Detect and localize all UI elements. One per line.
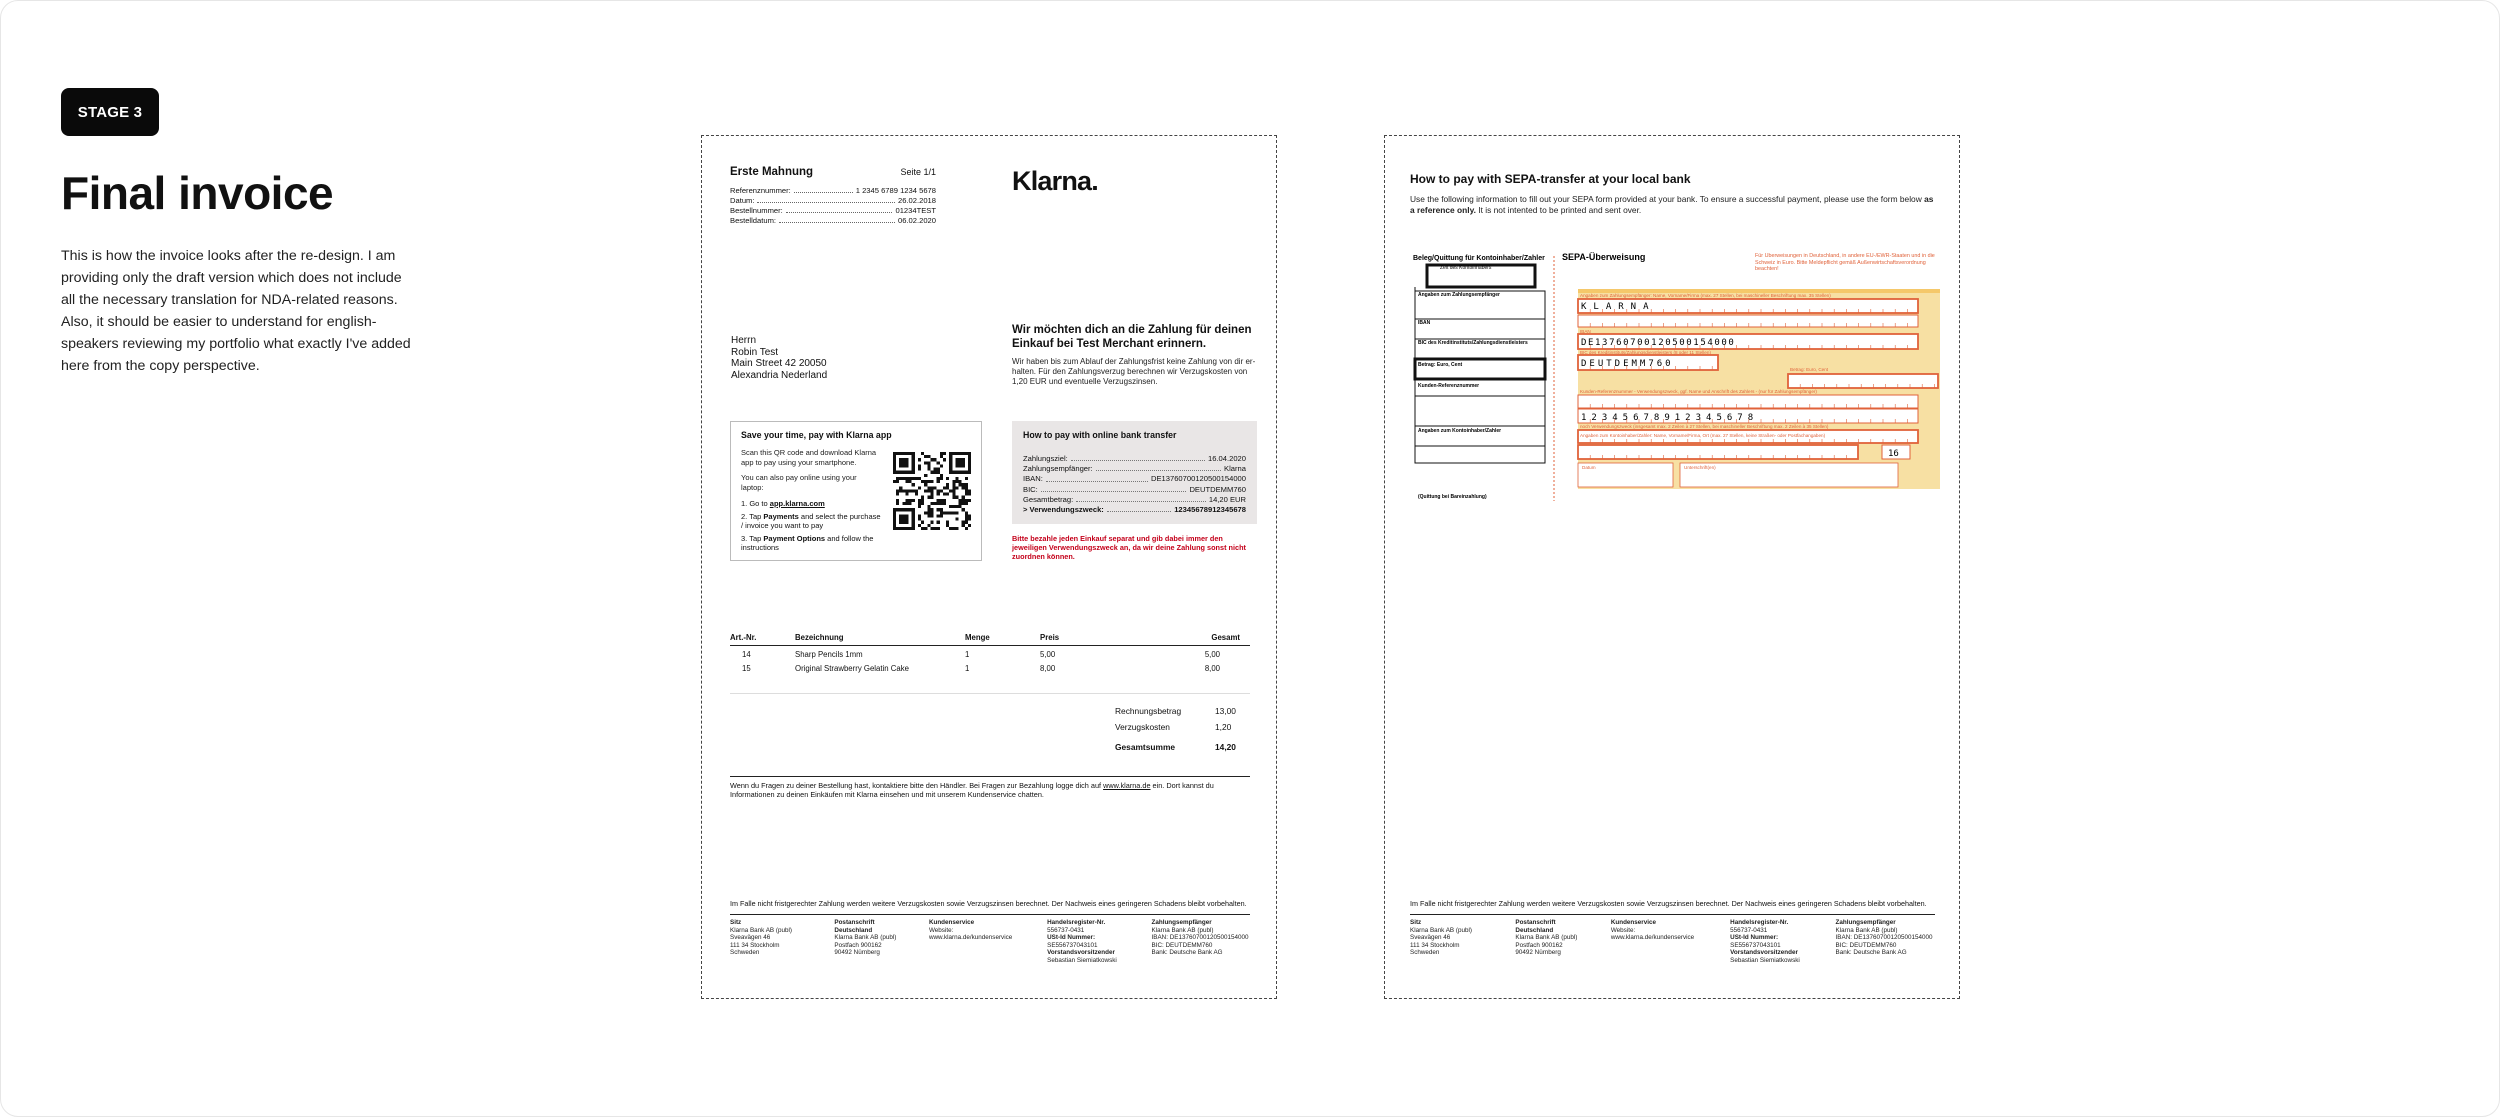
divider	[1410, 914, 1935, 915]
iban-value: DE13760700120500154000	[1581, 338, 1736, 348]
fine-print: Im Falle nicht fristgerechter Zahlung werden weitere Verzugskosten sowie Verzugszinsen berechnet. Der Nachweis eines geringeren Schadens bleibt vorbehalten.	[730, 899, 1247, 908]
bank-warning: Bitte bezahle jeden Einkauf separat und gib dabei immer den jeweiligen Verwendungszweck an, da wir deine Zahlung sonst nicht zuordnen können.	[1012, 534, 1246, 561]
invoice-heading: Erste Mahnung	[730, 166, 814, 178]
bank-row: Gesamtbetrag: 14,20 EUR	[1023, 494, 1246, 504]
app-scan-text: Scan this QR code and download Klarna app to pay using your smartphone.	[741, 448, 877, 467]
reminder-message	[1012, 323, 1257, 387]
app-step-3: 3. Tap Payment Options and follow the instructions	[741, 533, 874, 552]
reference-value: 12345678912345678	[1581, 413, 1759, 423]
klarna-app-box	[730, 421, 982, 561]
receipt-fields-frame	[1415, 291, 1545, 463]
stage-badge: STAGE 3	[61, 88, 159, 136]
bank-row: Zahlungsempfänger: Klarna	[1023, 464, 1246, 474]
app-laptop-text: You can also pay online using your laptop:	[741, 473, 857, 492]
bank-transfer-box	[1012, 421, 1257, 524]
table-row: 14 Sharp Pencils 1mm 1 5,00 5,00	[742, 650, 1220, 659]
fine-print: Im Falle nicht fristgerechter Zahlung werden weitere Verzugskosten sowie Verzugszinsen berechnet. Der Nachweis eines geringeren Schadens bleibt vorbehalten.	[1410, 899, 1927, 908]
svg-text:Angaben zum Zahlungsempfänger:: Angaben zum Zahlungsempfänger: Name, Vorname/Firma (max. 27 Stellen, bei maschineller Beschriftung max. 35 Stellen)	[1580, 293, 1831, 298]
footer-column: Postanschrift Deutschland Klarna Bank AB (publ) Postfach 900162 90492 Nürnberg	[834, 919, 897, 957]
sepa-form-title: SEPA-Überweisung	[1562, 252, 1646, 262]
receipt-field-label: IBAN	[1418, 320, 1431, 326]
klarna-site-link[interactable]: www.klarna.de	[1103, 781, 1151, 790]
reference-list	[730, 186, 936, 226]
invoice-page	[701, 135, 1277, 999]
footer-column: Kundenservice Website: www.klarna.de/kundenservice	[1610, 919, 1695, 942]
table-row: 15 Original Strawberry Gelatin Cake 1 8,00 8,00	[742, 664, 1220, 673]
receipt-field-label: BIC des Kreditinstituts/Zahlungsdienstleisters	[1418, 340, 1528, 346]
contact-text: Wenn du Fragen zu deiner Bestellung hast, kontaktiere bitte den Händler. Bei Fragen zur Bezahlung logge dich auf www.klarna.de ein. Dort kannst du Informationen zu deinen Einkäufen mit Klarna einsehen und mit unserem Kundenservice chatten.	[730, 781, 1214, 799]
divider	[730, 914, 1250, 915]
svg-text:KLARNA: KLARNA	[1581, 302, 1656, 312]
footer-column: Zahlungsempfänger Klarna Bank AB (publ) IBAN: DE13760700120500154000 BIC: DEUTDEMM760 Bank: Deutsche Bank AG	[1151, 919, 1249, 957]
receipt-field-label: Angaben zum Kontoinhaber/Zahler	[1418, 428, 1502, 434]
page-title: Final invoice	[61, 167, 334, 219]
table-header: Art.-Nr. Bezeichnung Menge Preis Gesamt	[730, 633, 1250, 646]
footer-column: Sitz Klarna Bank AB (publ) Sveavägen 46 111 34 Stockholm Schweden	[1410, 919, 1472, 957]
footer-column: Handelsregister-Nr. 556737-0431 USt-Id Nummer: SE556737043101 Vorstandsvorsitzender Sebastian Siemiatkowski	[1047, 919, 1117, 964]
bic-label: BIC des Kreditinstituts/Zahlungsdienstleisters (8 oder 11 Stellen)	[1580, 350, 1711, 355]
bic-value: DEUTDEMM760	[1581, 359, 1674, 369]
receipt-field-label: Betrag: Euro, Cent	[1418, 362, 1463, 368]
signature-label: Unterschrift(en)	[1684, 465, 1716, 470]
footer-column: Zahlungsempfänger Klarna Bank AB (publ) IBAN: DE13760700120500154000 BIC: DEUTDEMM760 Bank: Deutsche Bank AG	[1835, 919, 1933, 957]
sepa-page	[1384, 135, 1960, 999]
reminder-title: Wir möchten dich an die Zahlung für deinen Einkauf bei Test Merchant erinnern.	[1012, 324, 1252, 350]
bank-row: BIC: DEUTDEMM760	[1023, 484, 1246, 494]
iban-label: IBAN	[1580, 329, 1591, 334]
footer-column: Kundenservice Website: www.klarna.de/kundenservice	[928, 919, 1013, 942]
bank-box-title: How to pay with online bank transfer	[1023, 430, 1177, 440]
app-step-2: 2. Tap Payments and select the purchase / invoice you want to pay	[741, 511, 881, 530]
sepa-intro: Use the following information to fill out your SEPA form provided at your bank. To ensure a successful payment, please use the form below as a reference only. It is not intented to be printed and sent over.	[1410, 194, 1934, 215]
payer-label: Angaben zum Kontoinhaber/Zahler: Name, Vorname/Firma, Ort (max. 27 Stellen, keine Straßen- oder Postfachangaben)	[1580, 433, 1826, 438]
receipt-footer: (Quittung bei Bareinzahlung)	[1418, 494, 1487, 500]
reference-field	[1578, 395, 1918, 408]
sepa-note: Für Überweisungen in Deutschland, in andere EU-/EWR-Staaten und in die Schweiz in Euro. Bitte Meldepflicht gemäß Außenwirtschaftsverordnung beachten!	[1755, 253, 1935, 273]
code-value: 16	[1888, 449, 1899, 459]
bank-row: Zahlungsziel: 16.04.2020	[1023, 454, 1246, 463]
items-table	[730, 633, 1250, 674]
company-footer	[730, 919, 1250, 965]
totals	[1115, 703, 1245, 755]
company-footer	[1410, 919, 1935, 965]
amount-field	[1788, 374, 1938, 388]
bank-purpose-row: > Verwendungszweck: 12345678912345678	[1023, 505, 1246, 515]
app-link[interactable]: app.klarna.com	[769, 499, 825, 508]
grand-total-row: Gesamtsumme 14,20	[1115, 742, 1236, 752]
app-box-title: Save your time, pay with Klarna app	[741, 430, 892, 440]
divider	[730, 776, 1250, 777]
sepa-note-box	[1755, 253, 1940, 281]
sepa-form	[1410, 251, 1940, 501]
receipt-field-label: Angaben zum Zahlungsempfänger	[1418, 292, 1500, 298]
payer-field-2	[1578, 445, 1858, 459]
date-label: Datum	[1582, 465, 1596, 470]
total-row: Verzugskosten 1,20	[1115, 722, 1232, 732]
reference-label: Kunden-Referenznummer - Verwendungszweck, ggf. Name und Anschrift des Zahlers - (nur für Zahlungsempfänger)	[1580, 389, 1817, 394]
recipient-address: Herrn Robin Test Main Street 42 20050 Alexandria Nederland	[731, 335, 828, 381]
intro-description: This is how the invoice looks after the re-design. I am providing only the draft version which does not include all the necessary translation for NDA-related reasons. Also, it should be easier to understand for english-speakers reviewing my portfolio what exactly I've added here from the copy perspective.	[61, 248, 411, 374]
qr-code-icon	[893, 452, 971, 530]
reference-row: Referenznummer: 1 2345 6789 1234 5678	[730, 186, 936, 195]
reference-row: Datum: 26.02.2018	[730, 196, 936, 205]
sepa-title: How to pay with SEPA-transfer at your local bank	[1410, 172, 1691, 186]
recipient-field-2	[1578, 315, 1918, 327]
footer-column: Postanschrift Deutschland Klarna Bank AB (publ) Postfach 900162 90492 Nürnberg	[1515, 919, 1578, 957]
app-steps	[741, 499, 881, 553]
divider	[730, 693, 1250, 694]
footer-column: Handelsregister-Nr. 556737-0431 USt-Id Nummer: SE556737043101 Vorstandsvorsitzender Sebastian Siemiatkowski	[1730, 919, 1800, 964]
total-row: Rechnungsbetrag 13,00	[1115, 706, 1236, 716]
receipt-title: Beleg/Quittung für Kontoinhaber/Zahler	[1413, 255, 1545, 262]
footer-column: Sitz Klarna Bank AB (publ) Sveavägen 46 111 34 Stockholm Schweden	[730, 919, 792, 957]
reminder-body: Wir haben bis zum Ablauf der Zahlungsfrist keine Zahlung von dir er- halten. Für den Zahlungsverzug berechnen wir Verzugskosten von 1,20 EUR und eventuelle Verzugszinsen.	[1012, 357, 1256, 386]
klarna-logo: Klarna.	[1012, 166, 1098, 196]
receipt-sub: Zeit des Kontoinhabers	[1440, 265, 1492, 271]
page-number: Seite 1/1	[900, 167, 936, 177]
reference-row: Bestelldatum: 06.02.2020	[730, 216, 936, 225]
app-step-1: 1. Go to app.klarna.com	[741, 499, 825, 508]
invoice-header	[730, 166, 936, 226]
receipt-field-label: Kunden-Referenznummer	[1418, 383, 1480, 389]
amount-label: Betrag: Euro, Cent	[1790, 367, 1829, 372]
reference-row: Bestellnummer: 01234TEST	[730, 206, 936, 215]
bank-row: IBAN: DE13760700120500154000	[1023, 474, 1246, 484]
reference2-label: noch Verwendungszweck (insgesamt max. 2 Zeilen à 27 Stellen, bei maschineller Beschriftung max. 2 Zeilen à 35 Stellen)	[1580, 424, 1829, 429]
